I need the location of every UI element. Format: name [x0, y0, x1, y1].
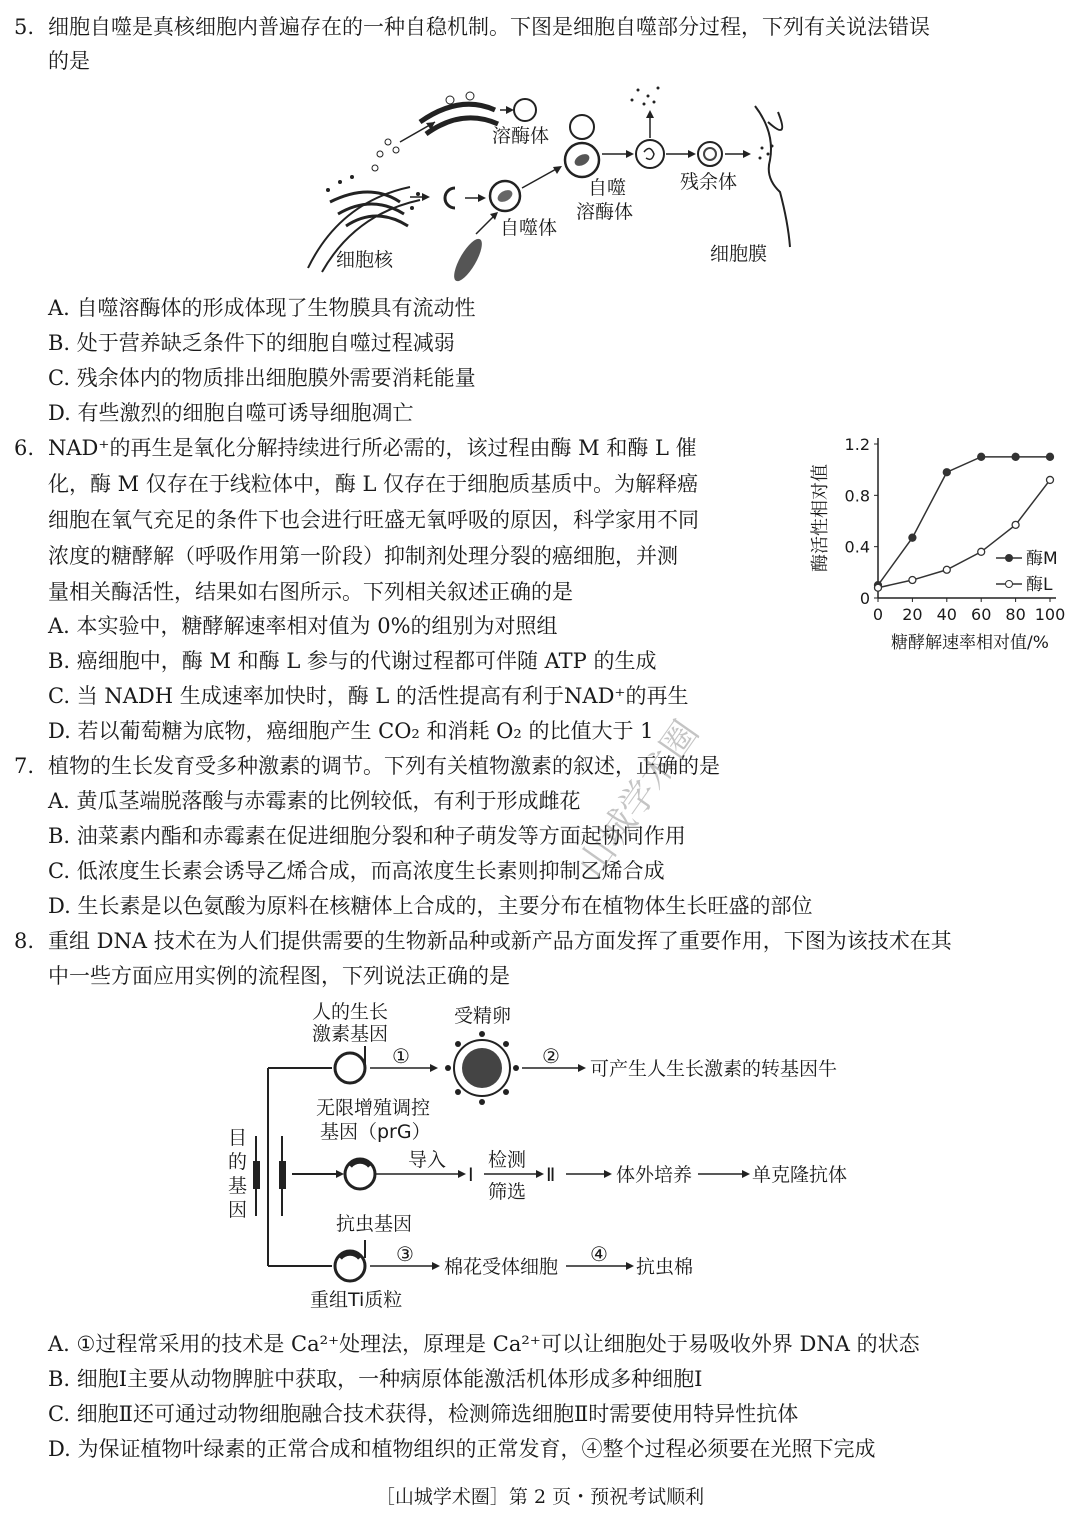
q6-option-c[interactable]: C. 当 NADH 生成速率加快时，酶 L 的活性提高有利于NAD⁺的再生	[48, 684, 689, 708]
hgh-gene-label-2: 激素基因	[312, 1023, 389, 1045]
q5-option-a[interactable]: A. 自噬溶酶体的形成体现了生物膜具有流动性	[48, 296, 476, 320]
svg-text:④: ④	[590, 1242, 608, 1266]
q5-number: 5.	[14, 15, 35, 39]
label-membrane: 细胞膜	[710, 243, 768, 265]
svg-text:①: ①	[392, 1044, 410, 1068]
lysosome-icon	[514, 99, 536, 121]
q7-number: 7.	[14, 754, 35, 778]
insect-gene-label: 抗虫基因	[336, 1213, 413, 1235]
label-autolysosome-1: 自噬	[588, 177, 627, 199]
label-lysosome: 溶酶体	[492, 125, 550, 147]
svg-text:Ⅱ: Ⅱ	[546, 1164, 556, 1186]
chart-ylabel: 酶活性相对值	[810, 464, 831, 572]
q6-option-b[interactable]: B. 癌细胞中，酶 M 和酶 L 参与的代谢过程都可伴随 ATP 的生成	[48, 649, 657, 673]
chart-point	[875, 584, 882, 591]
chart-x-tick-label: 60	[971, 605, 992, 624]
q5-stem: 5. 细胞自噬是真核细胞内普遍存在的一种自稳机制。下图是细胞自噬部分过程，下列有关说法错误	[14, 12, 930, 42]
chart-legend-marker	[1006, 555, 1013, 562]
q8-number: 8.	[14, 929, 35, 953]
chart-xlabel: 糖酵解速率相对值/%	[891, 633, 1049, 653]
chart-point	[1047, 476, 1054, 483]
chart-point	[1012, 521, 1019, 528]
q7-option-a[interactable]: A. 黄瓜茎端脱落酸与赤霉素的比例较低，有利于形成雌花	[48, 789, 581, 813]
q6-number: 6.	[14, 436, 35, 460]
chart-point	[909, 577, 916, 584]
chart-point	[978, 548, 985, 555]
target-gene-label-1: 目	[228, 1127, 248, 1149]
chart-x-tick-label: 0	[872, 605, 884, 624]
enzyme-activity-chart	[800, 430, 1070, 660]
chart-point	[978, 453, 985, 460]
residual-body-icon	[698, 142, 722, 166]
svg-text:检测: 检测	[488, 1149, 527, 1171]
q8-stem-cont: 中一些方面应用实例的流程图，下列说法正确的是	[48, 964, 510, 988]
chart-point	[1047, 453, 1054, 460]
q5-stem-cont: 的是	[48, 49, 90, 73]
label-residual-body: 残余体	[680, 171, 738, 193]
page-footer: ［山城学术圈］第 2 页・预祝考试顺利	[375, 1486, 705, 1508]
chart-x-tick-label: 100	[1034, 605, 1066, 624]
q7-stem: 7. 植物的生长发育受多种激素的调节。下列有关植物激素的叙述，正确的是	[14, 751, 720, 781]
svg-text:抗虫棉: 抗虫棉	[636, 1256, 694, 1278]
q7-option-d[interactable]: D. 生长素是以色氨酸为原料在核糖体上合成的，主要分布在植物体生长旺盛的部位	[48, 894, 813, 918]
autophagy-diagram	[300, 82, 820, 282]
q6-option-d[interactable]: D. 若以葡萄糖为底物，癌细胞产生 CO₂ 和消耗 O₂ 的比值大于 1	[48, 719, 654, 743]
label-autolysosome-2: 溶酶体	[576, 201, 634, 223]
label-autophagosome: 自噬体	[500, 217, 558, 239]
q7-option-c[interactable]: C. 低浓度生长素会诱导乙烯合成，而高浓度生长素则抑制乙烯合成	[48, 859, 665, 883]
q6-stem-4: 浓度的糖酵解（呼吸作用第一阶段）抑制剂处理分裂的癌细胞，并测	[48, 544, 678, 568]
svg-text:筛选: 筛选	[488, 1181, 527, 1203]
q8-option-c[interactable]: C. 细胞Ⅱ还可通过动物细胞融合技术获得，检测筛选细胞Ⅱ时需要使用特异性抗体	[48, 1402, 799, 1426]
svg-text:山城学术圈: 山城学术圈	[570, 713, 708, 885]
chart-legend-marker	[1006, 581, 1013, 588]
phagophore-icon	[445, 188, 455, 208]
svg-text:的: 的	[228, 1151, 248, 1173]
chart-point	[1012, 453, 1019, 460]
hgh-gene-label-1: 人的生长	[312, 1001, 389, 1023]
chart-series-line-m	[878, 457, 1050, 585]
plasmid-icon	[335, 1053, 365, 1083]
prg-label-2: 基因（prG）	[320, 1121, 431, 1143]
q6-stem-1: 6. NAD⁺的再生是氧化分解持续进行所必需的，该过程由酶 M 和酶 L 催	[14, 433, 697, 463]
chart-x-tick-label: 20	[902, 605, 923, 624]
prg-label-1: 无限增殖调控	[316, 1097, 431, 1119]
svg-text:Ⅰ: Ⅰ	[468, 1164, 474, 1186]
chart-point	[943, 566, 950, 573]
svg-text:导入: 导入	[408, 1149, 447, 1171]
chart-legend-label: 酶L	[1026, 575, 1053, 595]
q6-option-a[interactable]: A. 本实验中，糖酵解速率相对值为 0%的组别为对照组	[48, 614, 558, 638]
svg-text:单克隆抗体: 单克隆抗体	[752, 1164, 848, 1186]
cell-membrane	[755, 106, 790, 247]
svg-text:③: ③	[396, 1242, 414, 1266]
q8-stem: 8. 重组 DNA 技术在为人们提供需要的生物新品种或新产品方面发挥了重要作用，下图为该技术在其	[14, 926, 952, 956]
mitochondrion-icon	[449, 235, 487, 282]
zygote-label: 受精卵	[454, 1005, 512, 1027]
q6-stem-3: 细胞在氧气充足的条件下也会进行旺盛无氧呼吸的原因，科学家用不同	[48, 508, 699, 532]
q8-option-a[interactable]: A. ①过程常采用的技术是 Ca²⁺处理法，原理是 Ca²⁺可以让细胞处于易吸收外界 DNA 的状态	[48, 1332, 920, 1356]
label-nucleus: 细胞核	[336, 249, 394, 271]
q8-option-d[interactable]: D. 为保证植物叶绿素的正常合成和植物组织的正常发育，④整个过程必须要在光照下完成	[48, 1437, 876, 1461]
transgenic-cow-label: 可产生人生长激素的转基因牛	[590, 1058, 838, 1080]
chart-y-tick-label: 0.8	[844, 486, 870, 506]
svg-text:基: 基	[228, 1175, 248, 1197]
recombinant-dna-flowchart	[220, 996, 900, 1316]
chart-series-line-l	[878, 480, 1050, 588]
q5-option-d[interactable]: D. 有些激烈的细胞自噬可诱导细胞凋亡	[48, 401, 414, 425]
ti-plasmid-label: 重组Ti质粒	[310, 1289, 403, 1311]
svg-text:体外培养: 体外培养	[616, 1164, 693, 1186]
q6-stem-5: 量相关酶活性，结果如右图所示。下列相关叙述正确的是	[48, 580, 573, 604]
svg-text:因: 因	[228, 1199, 248, 1221]
chart-x-tick-label: 40	[936, 605, 957, 624]
svg-text:棉花受体细胞: 棉花受体细胞	[444, 1256, 559, 1278]
svg-text:②: ②	[542, 1044, 560, 1068]
q8-option-b[interactable]: B. 细胞Ⅰ主要从动物脾脏中获取，一种病原体能激活机体形成多种细胞Ⅰ	[48, 1367, 703, 1391]
chart-y-tick-label: 1.2	[844, 435, 870, 454]
chart-y-tick-label: 0.4	[844, 537, 870, 557]
q7-option-b[interactable]: B. 油菜素内酯和赤霉素在促进细胞分裂和种子萌发等方面起协同作用	[48, 824, 686, 848]
q5-option-c[interactable]: C. 残余体内的物质排出细胞膜外需要消耗能量	[48, 366, 476, 390]
q5-option-b[interactable]: B. 处于营养缺乏条件下的细胞自噬过程减弱	[48, 331, 455, 355]
q6-stem-2: 化，酶 M 仅存在于线粒体中，酶 L 仅存在于细胞质基质中。为解释癌	[48, 472, 699, 496]
chart-point	[909, 534, 916, 541]
chart-legend-label: 酶M	[1026, 549, 1058, 569]
chart-x-tick-label: 80	[1005, 605, 1026, 624]
chart-y-tick-label: 0	[859, 589, 870, 608]
chart-point	[943, 469, 950, 476]
